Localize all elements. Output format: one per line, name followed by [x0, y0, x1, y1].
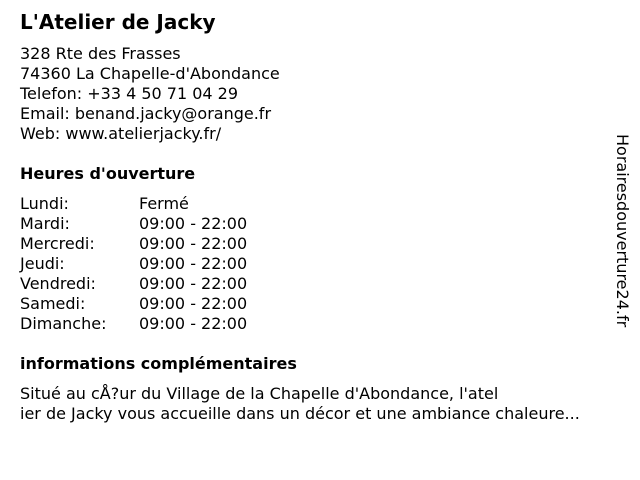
- phone-number: Telefon: +33 4 50 71 04 29: [20, 84, 239, 103]
- day-label: Vendredi:: [20, 274, 96, 293]
- time-value: 09:00 - 22:00: [139, 254, 248, 273]
- address-line-1: 328 Rte des Frasses: [20, 44, 181, 63]
- day-label: Mardi:: [20, 214, 70, 233]
- time-value: 09:00 - 22:00: [139, 274, 248, 293]
- hours-row-saturday: [20, 294, 320, 314]
- hours-row-tuesday: [20, 214, 320, 234]
- opening-hours-heading: Heures d'ouverture: [20, 164, 196, 183]
- description-line-2: ier de Jacky vous accueille dans un décor et une ambiance chaleure...: [20, 404, 580, 423]
- website: Web: www.atelierjacky.fr/: [20, 124, 222, 143]
- hours-row-monday: [20, 194, 320, 214]
- hours-row-wednesday: [20, 234, 320, 254]
- hours-row-sunday: [20, 314, 320, 334]
- description: [20, 384, 580, 424]
- hours-row-thursday: [20, 254, 320, 274]
- day-label: Lundi:: [20, 194, 69, 213]
- day-label: Dimanche:: [20, 314, 107, 333]
- email-address: Email: benand.jacky@orange.fr: [20, 104, 272, 123]
- contact-block: [20, 44, 280, 144]
- hours-row-friday: [20, 274, 320, 294]
- time-value: 09:00 - 22:00: [139, 314, 248, 333]
- day-label: Mercredi:: [20, 234, 95, 253]
- day-label: Samedi:: [20, 294, 86, 313]
- time-value: 09:00 - 22:00: [139, 294, 248, 313]
- day-label: Jeudi:: [20, 254, 65, 273]
- time-value: 09:00 - 22:00: [139, 214, 248, 233]
- time-value: Fermé: [139, 194, 189, 213]
- business-name: L'Atelier de Jacky: [20, 10, 216, 34]
- opening-hours-table: [20, 194, 320, 334]
- time-value: 09:00 - 22:00: [139, 234, 248, 253]
- address-line-2: 74360 La Chapelle-d'Abondance: [20, 64, 280, 83]
- additional-info-heading: informations complémentaires: [20, 354, 297, 373]
- site-watermark: Horairesdouverture24.fr: [613, 134, 632, 328]
- description-line-1: Situé au cÅ?ur du Village de la Chapelle d'Abondance, l'atel: [20, 384, 499, 403]
